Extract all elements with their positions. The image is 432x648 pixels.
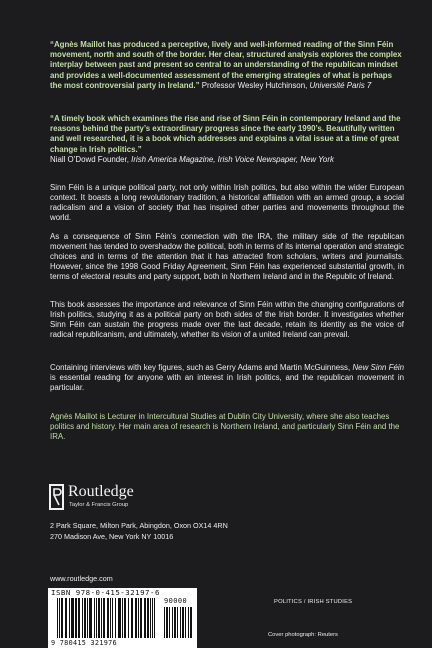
quote-1-affiliation: Université Paris 7 [309,80,372,90]
barcode-bar [79,598,80,638]
addon-bar [169,607,170,638]
barcode-bar [73,598,74,638]
blurb-paragraph-2: As a consequence of Sinn Féin’s connection with the IRA, the military side of the republican movement has tended to overshadow the political, both in terms of its internal operation and strategic choices and in terms of the attention that it has attracted from scholars, writers and journalists. However, since the 1998 Good Friday Agreement, Sinn Féin has experienced substantial growth, in terms of electoral results and party support, both in Northern Ireland and in the Republic of Ireland. [50,232,404,282]
barcode-bar [154,598,155,638]
quote-1-author: Professor Wesley Hutchinson, [199,80,310,90]
barcode-bar [144,598,145,638]
barcode-bar [65,598,66,638]
barcode-bar [115,598,116,638]
barcode-bar [61,598,62,638]
barcode-bar [128,598,129,638]
addon-bar [175,607,176,638]
addon-bar [190,607,191,638]
addon-bar [183,607,184,638]
barcode-bar [104,598,105,638]
barcode-bar [124,598,125,638]
barcode-bar [98,598,99,638]
barcode-bar [125,598,126,638]
quote-1-attribution [200,81,372,90]
review-quote-2 [50,114,404,165]
barcode-bar [112,598,113,638]
blurb-paragraph-3: This book assesses the importance and relevance of Sinn Féin within the changing configurations of Irish politics, studying it as a political party on both sides of the Irish border. It investigates whether Sinn Féin can sustain the progress made over the last decade, retain its identity as the voice of radical republicanism, and ultimately, whether its vision of a united Ireland can prevail. [50,300,404,340]
barcode-bar [66,598,67,638]
barcode-bar [94,598,95,638]
author-bio: Agnès Maillot is Lecturer in Intercultural Studies at Dublin City University, where she also teaches politics and history. Her main area of research is Northern Ireland, and particularly Sinn Féin and the IRA. [50,412,400,442]
addon-bar [191,607,192,638]
publisher-group: Taylor & Francis Group [69,502,129,508]
barcode-bar [85,598,86,638]
quote-2-attribution [50,155,334,164]
review-quote-1 [50,40,404,91]
barcode-bar [148,598,149,638]
barcode-bar [101,598,102,638]
barcode-bar [120,598,121,638]
addon-bar [185,607,186,638]
barcode-bar [69,598,70,638]
barcode-bar [82,598,83,638]
barcode-bar [75,598,76,638]
barcode-bar [108,598,109,638]
addon-bar [180,607,181,638]
book-title-italic: New Sinn Féin [352,363,404,372]
publisher-name: Routledge [68,483,134,500]
barcode-bar [62,598,63,638]
barcode-bar [110,598,111,638]
barcode-bar [152,598,153,638]
routledge-logo-icon [49,484,64,510]
barcode-digits: 9 780415 321976 [51,639,117,647]
addon-bar [174,607,175,638]
barcode-bar [59,598,60,638]
barcode-bar [122,598,123,638]
isbn-label: ISBN 978-0-415-32197-6 [51,588,160,597]
quote-2-author: Niall O’Dowd Founder, [50,154,132,164]
addon-bar [182,607,183,638]
barcode-bar [91,598,92,638]
cover-photo-credit: Cover photograph: Reuters [268,632,338,638]
barcode-bar [150,598,151,638]
addon-bar [188,607,189,638]
barcode-bar [76,598,77,638]
addon-bar [177,607,178,638]
barcode-bar [147,598,148,638]
barcode-bar [131,598,132,638]
publisher-address-us: 270 Madison Ave, New York NY 10016 [50,532,174,541]
barcode-bar [119,598,120,638]
barcode-bar [72,598,73,638]
isbn-barcode [48,588,197,648]
barcode-bar [140,598,141,638]
barcode-bar [136,598,137,638]
barcode-bar [57,598,58,638]
barcode-bar [96,598,97,638]
publisher-website: www.routledge.com [50,574,113,583]
barcode-bar [71,598,72,638]
addon-bar [164,607,165,638]
barcode-bar [132,598,133,638]
barcode-bar [78,598,79,638]
blurb-paragraph-4 [50,363,404,393]
barcode-bar [107,598,108,638]
barcode-bar [84,598,85,638]
p4-text-b: is essential reading for anyone with an interest in Irish politics, and the republican movement in particular. [50,373,404,393]
barcode-bar [138,598,139,638]
quote-2-affiliation: Irish America Magazine, Irish Voice Newspaper, New York [131,154,334,164]
price-code: 90000 [164,597,188,605]
barcode-bar [89,598,90,638]
subject-category: POLITICS / IRISH STUDIES [274,599,353,605]
barcode-bar [103,598,104,638]
barcode-bar [145,598,146,638]
publisher-address-uk: 2 Park Square, Milton Park, Abingdon, Oxon OX14 4RN [50,521,228,530]
barcode-bar [99,598,100,638]
barcode-bar [90,598,91,638]
p4-text-a: Containing interviews with key figures, such as Gerry Adams and Martin McGuinness, [50,363,353,372]
blurb-paragraph-1: Sinn Féin is a unique political party, not only within Irish politics, but also within the wider European context. It boasts a long revolutionary tradition, a historical affiliation with an armed group, a social radicalism and a vision of society that has inspired other parties and movements throughout the world. [50,183,404,223]
addon-bar [166,607,167,638]
addon-bar [167,607,168,638]
quote-2-text: “A timely book which examines the rise and rise of Sinn Féin in contemporary Ireland and the reasons behind the party’s extraordinary progress since the early 1990’s. Beautifully written and well researched, it is a book which addresses and explains a vital issue at a time of great change in Irish politics.” [50,114,401,154]
addon-bar [172,607,173,638]
barcode-bar [135,598,136,638]
barcode-bar [118,598,119,638]
barcode-bar [87,598,88,638]
quote-1-text: “Agnès Maillot has produced a perceptive, lively and well-informed reading of the Sinn Féin movement, north and south of the border. Her clear, structured analysis explores the complex interplay between past and present so central to an understanding of the republican mindset and provides a well-documented assessment of the emerging strategies of what is perhaps the most controversial party in Ireland.” [50,40,402,90]
barcode-bar [141,598,142,638]
